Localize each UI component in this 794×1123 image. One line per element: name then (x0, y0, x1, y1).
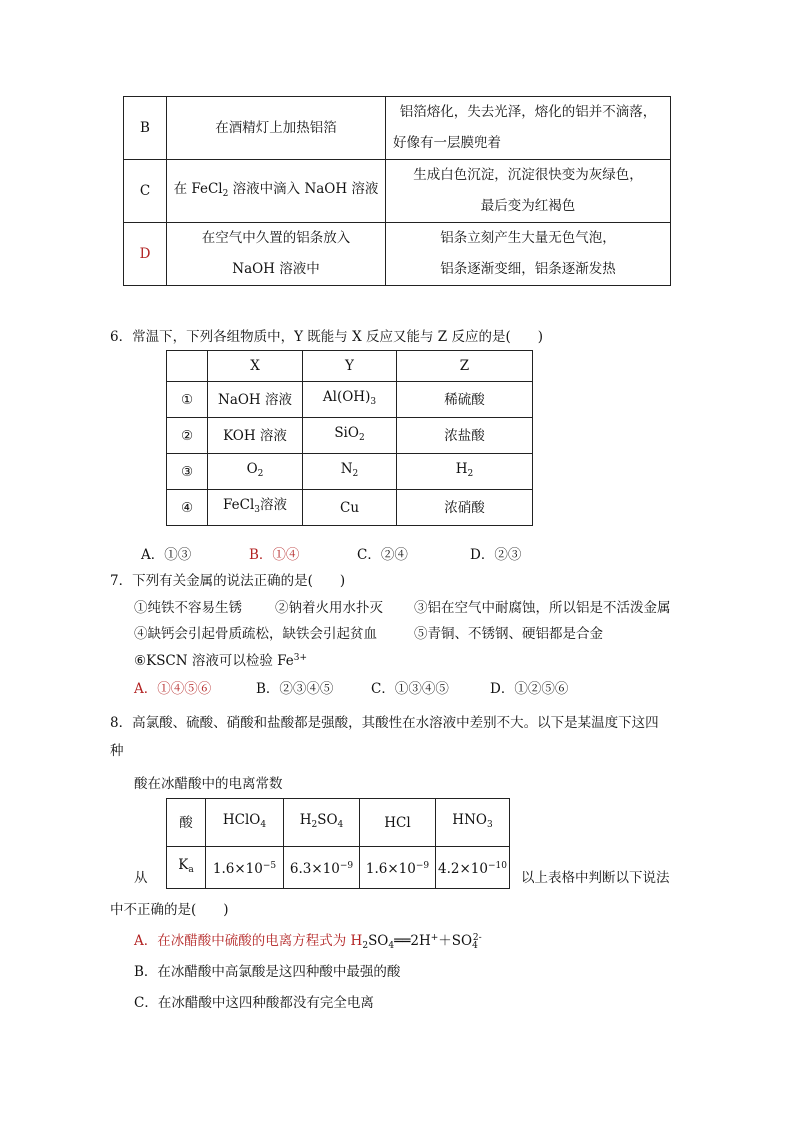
action-cell: 在酒精灯上加热铝箔 (167, 97, 386, 160)
cell-z: 浓盐酸 (397, 418, 533, 454)
experiment-table (123, 96, 671, 286)
question-6-stem: 6．常温下，下列各组物质中，Y 既能与 X 反应又能与 Z 反应的是( ) (110, 329, 543, 345)
cell-y (303, 382, 397, 418)
formula: HNO (452, 812, 487, 828)
cell-z: 稀硫酸 (397, 382, 533, 418)
header-h2so4 (284, 799, 360, 847)
q7-option-b[interactable]: B．②③④⑤ (256, 681, 334, 697)
cell-y: Cu (303, 490, 397, 526)
q6-option-c[interactable]: C．②④ (357, 547, 408, 563)
formula: ＋SO (438, 933, 473, 949)
q6-option-b[interactable]: B．①④ (249, 547, 300, 563)
formula: H (299, 812, 312, 828)
formula: H (455, 461, 468, 477)
header-hclo4 (206, 799, 284, 847)
superscript: + (430, 933, 439, 943)
q7-option-a[interactable]: A．①④⑤⑥ (134, 681, 212, 697)
ka-value (360, 847, 436, 889)
q7-statement: ③铝在空气中耐腐蚀，所以铝是不活泼金属 (414, 600, 671, 616)
action-text: 在 FeCl (173, 180, 223, 197)
cell-y (303, 418, 397, 454)
formula: SO (317, 812, 338, 828)
question-8-stem-cont: 酸在冰醋酸中的电离常数 (134, 776, 283, 792)
exponent: −10 (487, 861, 507, 871)
q6-option-a[interactable]: A．①③ (141, 547, 192, 563)
subscript: 2 (352, 469, 359, 479)
question-8-stem: 8．高氯酸、硫酸、硝酸和盐酸都是强酸，其酸性在水溶液中差别不大。以下是某温度下这四 (110, 715, 659, 731)
cell-x: NaOH 溶液 (208, 382, 303, 418)
question-8-stem-cont: 种 (110, 743, 124, 759)
phenomenon-line: 生成白色沉淀，沉淀很快变为灰绿色， (413, 167, 643, 183)
superscript: 2- (472, 933, 482, 943)
phenomenon-cell (386, 160, 671, 223)
phenomenon-line: 最后变为红褐色 (480, 198, 576, 214)
action-cell (167, 160, 386, 223)
superscript: 3+ (293, 653, 308, 663)
q7-option-c[interactable]: C．①③④⑤ (371, 681, 449, 697)
phenomenon-line: 铝条逐渐变细，铝条逐渐发热 (440, 261, 616, 277)
formula: SO (368, 933, 389, 949)
cell-x (208, 490, 303, 526)
action-text: 溶液中滴入 NaOH 溶液 (228, 180, 379, 197)
q7-statement: ②钠着火用水扑灭 (275, 600, 383, 616)
subscript: 3 (370, 397, 377, 407)
exponent: −5 (262, 861, 277, 871)
subscript: 2 (222, 188, 229, 199)
q8-from: 从 (134, 870, 148, 886)
header-blank (167, 351, 208, 382)
subscript: 4 (337, 820, 344, 830)
subscript: 2 (311, 820, 318, 830)
cell-x (208, 454, 303, 490)
cell-z: 浓硝酸 (397, 490, 533, 526)
action-cell (167, 223, 386, 286)
formula: HClO (222, 812, 261, 828)
q8-option-a[interactable] (134, 929, 482, 951)
row-index: ③ (167, 454, 208, 490)
q7-statement (134, 649, 307, 669)
header-z: Z (397, 351, 533, 382)
subscript: 3 (254, 505, 260, 515)
q6-option-d[interactable]: D．②③ (470, 547, 522, 563)
ka-value (284, 847, 360, 889)
q7-statement: ①纯铁不容易生锈 (134, 600, 242, 616)
row-index: ① (167, 382, 208, 418)
ka-value (436, 847, 510, 889)
phenomenon-line: 铝箔熔化，失去光泽，熔化的铝并不滴落， (399, 104, 657, 120)
formula: ══2H (394, 933, 431, 949)
q7-option-d[interactable]: D．①②⑤⑥ (490, 681, 569, 697)
subscript: 2 (467, 469, 474, 479)
statement-text: ⑥KSCN 溶液可以检验 Fe (134, 653, 294, 669)
mantissa: 4.2×10 (438, 861, 488, 877)
subscript: 3 (486, 820, 493, 830)
header-hno3 (436, 799, 510, 847)
mantissa: 1.6×10 (365, 861, 416, 877)
q8-option-b[interactable]: B．在冰醋酸中高氯酸是这四种酸中最强的酸 (134, 964, 401, 980)
action-line: NaOH 溶液中 (232, 261, 320, 277)
mantissa: 1.6×10 (212, 861, 263, 877)
subscript: a (188, 865, 194, 875)
formula: Al(OH) (322, 389, 371, 405)
option-letter-text: A．在冰醋酸中硫酸的电离方程式为 H (134, 933, 363, 949)
ka-label (167, 847, 206, 889)
option-cell: B (124, 97, 167, 160)
q8-option-c[interactable]: C．在冰醋酸中这四种酸都没有完全电离 (134, 995, 374, 1011)
q7-statement: ⑤青铜、不锈钢、硬铝都是合金 (414, 626, 603, 642)
ka-table (166, 798, 510, 889)
header-acid: 酸 (167, 799, 206, 847)
header-y: Y (303, 351, 397, 382)
ka-value (206, 847, 284, 889)
q6-table (166, 350, 533, 526)
question-7-stem: 7．下列有关金属的说法正确的是( ) (110, 573, 346, 589)
option-cell: C (124, 160, 167, 223)
mantissa: 6.3×10 (289, 861, 340, 877)
cell-z (397, 454, 533, 490)
row-index: ② (167, 418, 208, 454)
formula: FeCl (223, 497, 255, 513)
phenomenon-line: 铝条立刻产生大量无色气泡， (440, 230, 616, 246)
subscript: 4 (388, 941, 395, 951)
cell-y (303, 454, 397, 490)
phenomenon-line: 好像有一层膜兜着 (393, 135, 501, 151)
option-cell: D (124, 223, 167, 286)
formula: K (178, 857, 189, 873)
phenomenon-cell (386, 97, 671, 160)
subscript: 2 (257, 469, 264, 479)
header-x: X (208, 351, 303, 382)
row-index: ④ (167, 490, 208, 526)
exponent: −9 (415, 861, 430, 871)
subscript: 2 (358, 433, 365, 443)
subscript: 4 (260, 820, 267, 830)
q8-after-table: 以上表格中判断以下说法 (521, 870, 670, 886)
cell-x: KOH 溶液 (208, 418, 303, 454)
action-line: 在空气中久置的铝条放入 (201, 230, 351, 246)
q8-question: 中不正确的是( ) (110, 902, 229, 918)
header-hcl: HCl (360, 799, 436, 847)
subscript: 2 (362, 941, 369, 951)
q7-statement: ④缺钙会引起骨质疏松，缺铁会引起贫血 (134, 626, 377, 642)
exponent: −9 (339, 861, 354, 871)
formula: 溶液 (260, 497, 287, 513)
formula: N (340, 461, 353, 477)
subscript: 4 (472, 941, 478, 951)
formula: O (246, 461, 258, 477)
formula: SiO (334, 425, 359, 441)
phenomenon-cell (386, 223, 671, 286)
